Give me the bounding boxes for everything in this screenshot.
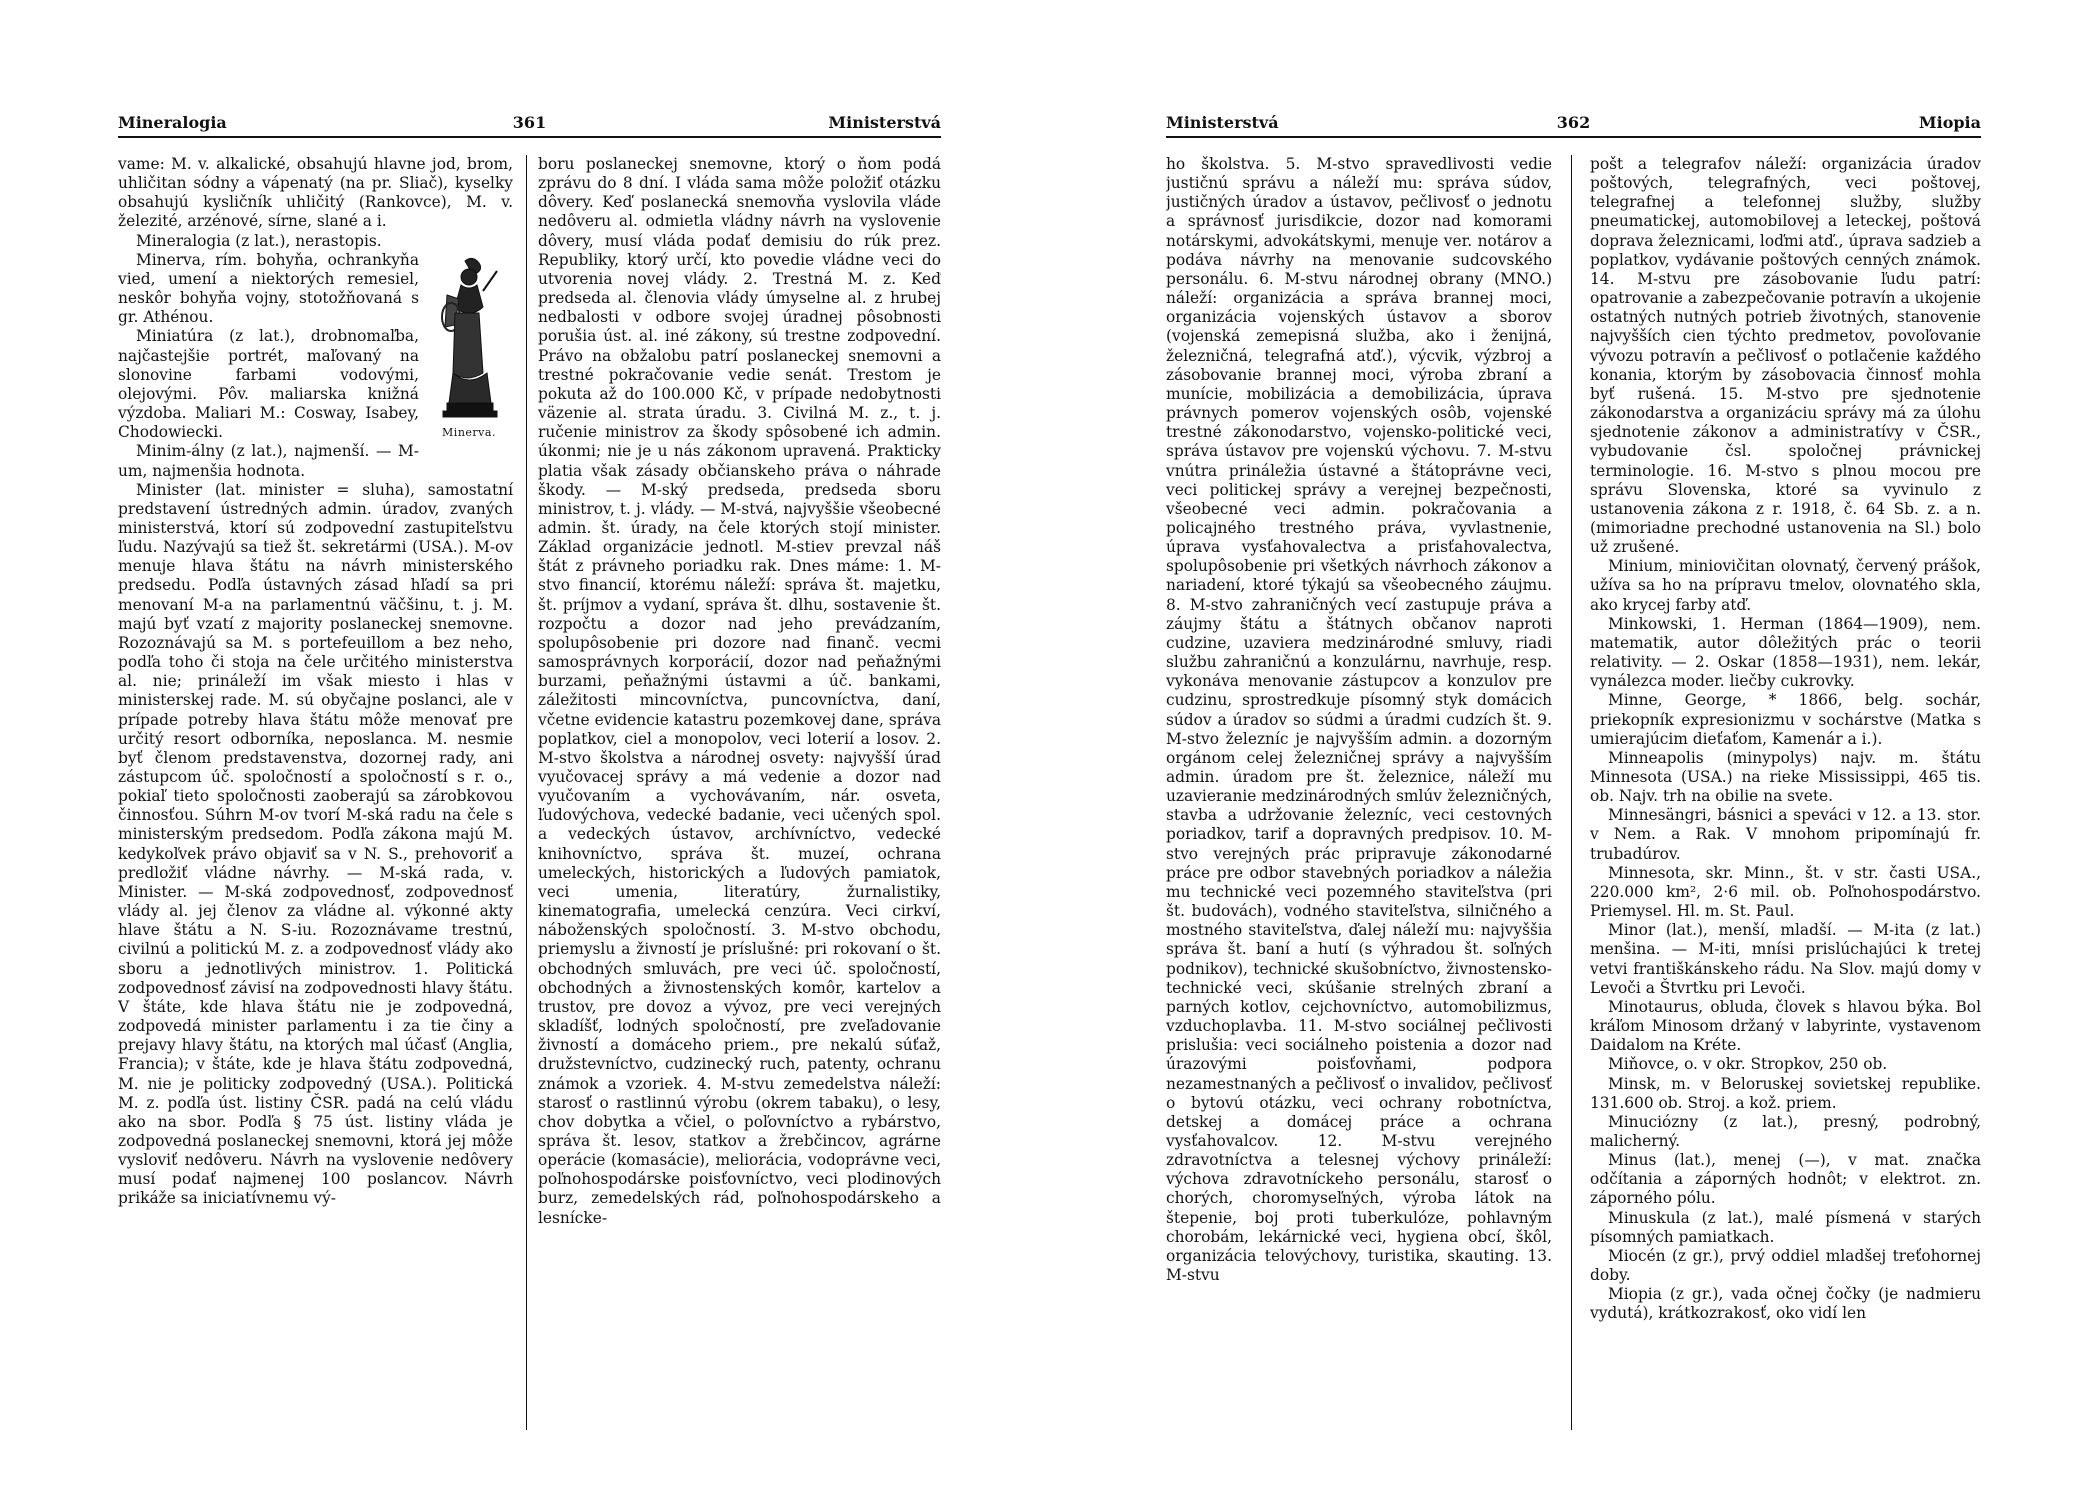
entry-paragraph: Minne, George, * 1866, belg. sochár, priekopník expresionizmu v sochárstve (Matka s umierajúcim dieťaťom, Kamenár a i.).	[1590, 691, 1981, 748]
entry-paragraph: Minuciózny (z lat.), presný, podrobný, malicherný.	[1590, 1112, 1981, 1150]
minerva-illustration	[425, 255, 513, 440]
figure-caption: Minerva.	[442, 425, 496, 439]
page-number: 362	[1556, 113, 1591, 132]
entry-paragraph: Minnesängri, básnici a speváci v 12. a 13. stor. v Nem. a Rak. V mnohom pripomínajú fr. trubadúrov.	[1590, 806, 1981, 863]
entry-paragraph: Minnesota, skr. Minn., št. v str. časti USA., 220.000 km², 2·6 mil. ob. Poľnohospodárstvo. Priemysel. Hl. m. St. Paul.	[1590, 863, 1981, 921]
entry-paragraph: Minim-álny (z lat.), najmenší. — M-um, najmenšia hodnota.	[118, 442, 419, 480]
header-left-term: Ministerstvá	[1166, 113, 1279, 132]
header-rule	[1166, 136, 1981, 138]
minerva-statue-icon	[425, 255, 513, 425]
entry-paragraph: Miopia (z gr.), vada očnej čočky (je nadmieru vydutá), krátkozrakosť, oko vidí len	[1590, 1285, 1981, 1323]
text-column-1	[1166, 155, 1552, 1435]
column-divider	[526, 155, 527, 1430]
entry-paragraph: vame: M. v. alkalické, obsahujú hlavne jod, brom, uhličitan sódny a vápenatý (na pr. Sliač), kyselky obsahujú kysličník uhličitý (Rankovce), M. v. železité, arzénové, sírne, slané a i.	[118, 155, 513, 231]
entry-paragraph: Minister (lat. minister = sluha), samostatní predstavení ústredných admin. úradov, zvaných ministerstvá, ktorí sú zodpovední zastupiteľstvu ľudu. Nazývajú sa tiež št. sekretármi (USA.). M-ov menuje hlava štátu na návrh ministerského predsedu. Podľa ústavných zásad hľadí sa pri menovaní M-a na parlamentnú väčšinu, t. j. M. majú byť vzatí z majority poslaneckej snemovne. Rozoznávajú sa M. s portefeuillom a bez neho, podľa toho či stoja na čele určitého ministerstva al. nie; prináleží im však miesto i hlas v ministerskej rade. M. sú obyčajne poslanci, ale v prípade potreby hlava štátu môže menovať pre určitý resort odborníka, neposlanca. M. nesmie byť členom predstavenstva, dozornej rady, ani zástupcom úč. spoločností a spoločností s r. o., pokiaľ tieto spoločnosti zaoberajú sa zárobkovou činnosťou. Súhrn M-ov tvorí M-ská radu na čele s ministerským predsedom. Podľa zákona majú M. kedykoľvek právo objaviť sa v N. S., prehovoriť a predložiť vládne návrhy. — M-ská rada, v. Minister. — M-ská zodpovednosť, zodpovednosť vlády al. jej členov za vládne al. výkonné akty hlave štátu a N. S-iu. Rozoznávame trestnú, civilnú a politickú M. z. a zodpovednosť vlády ako sboru a jednotlivých ministrov. 1. Politická zodpovednosť závisí na zodpovednosti hlavy štátu. V štáte, kde hlava štátu nie je zodpovedná, zodpovedá minister parlamentu i za tie činy a prejavy hlavy štátu, na ktorých mal účasť (Anglia, Francia); v štáte, kde je hlava štátu zodpovedná, M. nie je politicky zodpovedný (USA.). Politická M. z. podľa úst. listiny ČSR. padá na celú vládu ako na sbor. Podľa § 75 úst. listiny vláda je zodpovedná poslaneckej snemovni, ktorá jej môže vysloviť nedôveru. Návrh na vyslovenie nedôvery musí podať najmenej 100 poslancov. Návrh prikáže sa iniciatívnemu vý-	[118, 480, 513, 1208]
header-right-term: Miopia	[1918, 113, 1981, 132]
entry-paragraph: Minkowski, 1. Herman (1864—1909), nem. matematik, autor dôležitých prác o teorii relativity. — 2. Oskar (1858—1931), nem. lekár, vynálezca moder. liečby cukrovky.	[1590, 614, 1981, 691]
entry-paragraph: Miňovce, o. v okr. Stropkov, 250 ob.	[1608, 1055, 1888, 1074]
entry-paragraph: Miocén (z gr.), prvý oddiel mladšej treťohornej doby.	[1590, 1246, 1981, 1285]
running-header	[118, 110, 941, 136]
entry-paragraph: Mineralogia (z lat.), nerastopis.	[136, 231, 382, 250]
entry-paragraph: Minerva, rím. bohyňa, ochrankyňa vied, umení a niektorých remesiel, neskôr bohyňa vojny, stotožňovaná s gr. Athénou.	[118, 250, 419, 327]
entry-paragraph: Minuskula (z lat.), malé písmená v starých písomných pamiatkach.	[1590, 1208, 1981, 1246]
page-number: 361	[512, 113, 547, 132]
entry-paragraph: Minus (lat.), menej (—), v mat. značka odčítania a záporných hodnôt; v elektrot. zn. záporného pólu.	[1590, 1151, 1981, 1208]
entry-paragraph: pošt a telegrafov náleží: organizácia úradov poštových, telegrafných, veci poštovej, telegrafnej a telefonnej služby, služby pneumatickej, automobilovej a leteckej, poštová doprava železnicami, loďmi atď., úprava sadzieb a poplatkov, vydávanie poštových cenných známok. 14. M-stvu pre zásobovanie ľudu patrí: opatrovanie a zabezpečovanie potravín a ukojenie ostatných nutných potrieb životných, stanovenie najvyšších cien týchto predmetov, povoľovanie vývozu potravín a pečlivosť o potlačenie každého konania, ktorým by zásobovacia činnosť mohla byť rušená. 15. M-stvo pre sjednotenie zákonodarstva a organizáciu správy má za úlohu sjednotenie zákonov a administratívy v ČSR., vybudovanie čsl. spoločnej právnickej terminologie. 16. M-stvo s plnou mocou pre správu Slovenska, ktoré sa vyvinulo z ustanovenia zákona z r. 1918, č. 64 Sb. z. a n. (mimoriadne prechodné ustanovenia na Sl.) bolo už zrušené.	[1590, 155, 1981, 557]
entry-paragraph: Minor (lat.), menší, mladší. — M-ita (z lat.) menšina. — M-iti, mnísi prislúchajúci k tretej vetvi františkánskeho rádu. Na Slov. majú domy v Levoči a Štvrtku pri Levoči.	[1590, 921, 1981, 997]
header-left-term: Mineralogia	[118, 113, 227, 132]
header-right-term: Ministerstvá	[828, 113, 941, 132]
column-divider	[1571, 155, 1572, 1430]
entry-paragraph: Minotaurus, obluda, človek s hlavou býka. Bol kráľom Minosom držaný v labyrinte, vystavenom Daidalom na Kréte.	[1590, 997, 1981, 1055]
text-column-1	[118, 155, 513, 1435]
entry-paragraph: boru poslaneckej snemovne, ktorý o ňom podá zprávu do 8 dní. I vláda sama môže položiť otázku dôvery. Keď poslanecká snemovňa vyslovila vláde nedôveru al. odmietla vládny návrh na vyslovenie dôvery, musí vláda podať demisiu do rúk prez. Republiky, ktorý určí, kto povedie vládne veci do utvorenia novej vlády. 2. Trestná M. z. Keď predseda al. členovia vlády úmyselne al. z hrubej nedbalosti v odbore svojej úradnej pôsobnosti porušia úst. al. iné zákony, sú trestne zodpovední. Právo na obžalobu patrí poslaneckej snemovni a trestné pokračovanie vedie senát. Trestom je pokuta až do 100.000 Kč, v prípade nedobytnosti väzenie al. strata úradu. 3. Civilná M. z., t. j. ručenie ministrov za škody spôsobené ich admin. úkonmi; nie je u nás zákonom upravená. Prakticky platia však zásady občianskeho práva o náhrade škody. — M-ský predseda, predseda sboru ministrov, t. j. vlády. — M-stvá, najvyššie všeobecné admin. št. úrady, na čele ktorých stojí minister. Základ organizácie jednotl. M-stiev prevzal náš štát z právneho poriadku rak. Dnes máme: 1. M-stvo financií, ktorému náleží: správa št. majetku, št. príjmov a vydaní, správa št. dlhu, sostavenie št. rozpočtu a dozor nad jeho prevádzaním, spolupôsobenie pri dozore nad finanč. vecmi samosprávnych korporácií, dozor nad peňažnými burzami, peňažnými ústavmi a úč. bankami, záležitosti mincovníctva, puncovníctva, daní, včetne evidencie katastru pozemkovej dane, správa poplatkov, ciel a monopolov, veci loterií a losov. 2. M-stvo školstva a národnej osvety: najvyšší úrad vyučovacej správy a má vedenie a dozor nad vyučovaním a vychovávaním, nár. osveta, ľudovýchova, vedecké badanie, veci učených spol. a vedeckých ústavov, archívníctvo, vedecké knihovníctvo, správa št. muzeí, ochrana umeleckých, historických a ľudových pamiatok, veci umenia, literatúry, žurnalistiky, kinematografia, umelecká cenzúra. Veci cirkví, náboženských spoločností. 3. M-stvo obchodu, priemyslu a živností je príslušné: pri rokovaní o št. obchodných smluvách, pre veci úč. spoločností, obchodných a živnostenských komôr, kartelov a trustov, pre dovoz a vývoz, pre veci verejných skladíšť, lodných spoločností, pre zveľadovanie živností a domáceho priem., pre nekalú súťaž, družstevníctvo, cudzinecký ruch, patenty, ochranu známok a vzoriek. 4. M-stvu zemedelstva náleží: starosť o rastlinnú výrobu (okrem tabaku), o lesy, chov dobytka a včiel, o poľovníctvo a rybárstvo, správa št. lesov, statkov a žrebčincov, agrárne operácie (komasácie), meliorácia, vodoprávne veci, poľnohospodárske poisťovníctvo, veci plodinových burz, zemedelských rád, poľnohospodárskeho a lesnícke-	[538, 155, 941, 1227]
text-column-2	[1590, 155, 1981, 1435]
entry-paragraph: Minium, miniovičitan olovnatý, červený prášok, užíva sa ho na prípravu tmelov, olovnatého skla, ako krycej farby atď.	[1590, 557, 1981, 614]
running-header	[1166, 110, 1981, 136]
entry-paragraph: Minsk, m. v Beloruskej sovietskej republike. 131.600 ob. Stroj. a kož. priem.	[1590, 1074, 1981, 1112]
entry-paragraph: ho školstva. 5. M-stvo spravedlivosti vedie justičnú správu a náleží mu: správa súdov, justičných úradov a ústavov, pečlivosť o jednotu a správnosť jurisdikcie, dozor nad komorami notárskymi, advokátskymi, menuje ver. notárov a podáva návrhy na menovanie sudcovského personálu. 6. M-stvu národnej obrany (MNO.) náleží: organizácia a správa brannej moci, organizácia vojenských ústavov a sborov (vojenská zemepisná služba, ako i ženijná, železničná, telegrafná atď.), výcvik, výzbroj a zásobovanie brannej moci, výroba zbraní a munície, mobilizácia a demobilizácia, úprava právnych pomerov vojenských osôb, vojenské trestné zákonodarstvo, vojensko-politické veci, správa ústavov pre vojenskú výchovu. 7. M-stvu vnútra prináležia ústavné a štátoprávne veci, veci politickej správy a verejnej bezpečnosti, všeobecné veci admin. pokračovania a policajného trestného práva, vyvlastnenie, úprava vysťahovalectva a prisťahovalectva, spolupôsobenie pri všetkých návrhoch zákonov a nariadení, ktoré týkajú sa všeobecného záujmu. 8. M-stvo zahraničných vecí zastupuje práva a záujmy štátu a štátnych občanov naproti cudzine, uzaviera medzinárodné smluvy, riadi službu zahraničnú a konzulárnu, navrhuje, resp. vykonáva menovanie zástupcov a konzulov pre cudzinu, sprostredkuje písomný styk domácich súdov a úradov so súdmi a úradmi cudzích št. 9. M-stvo železníc je najvyšším admin. a dozorným orgánom celej železničnej správy a najvyšším admin. úradom pre št. železnice, náleží mu uzavieranie medzinárodných smlúv železničných, stavba a udržovanie železníc, veci cestovných poriadkov, tarif a dopravných predpisov. 10. M-stvo verejných prác pripravuje zákonodarné práce pre odbor stavebných poriadkov a náležia mu technické veci pozemného staviteľstva (pri št. budovách), vodného staviteľstva, silničného a mostného staviteľstva, ďalej náleží mu: najvyššia správa št. baní a hutí (s výhradou št. soľných podnikov), technické skušobníctvo, živnostensko-technické veci, skúšanie strelných zbraní a parných kotlov, cejchovníctvo, automobilizmus, vzduchoplavba. 11. M-stvo sociálnej pečlivosti prislušia: veci sociálneho poistenia a dozor nad úrazovými poisťovňami, podpora nezamestnaných a pečlivosť o invalidov, pečlivosť o bytovú otázku, veci ochrany robotníctva, detskej a domácej práce a ochrana vysťahovalcov. 12. M-stvu verejného zdravotníctva a telesnej výchovy prináleží: výchova zdravotníckeho personálu, starosť o chorých, choromyseľných, výroba látok na štepenie, boj proti tuberkulóze, pohlavným chorobám, lekárnické veci, hygiena obcí, škôl, organizácia telovýchovy, turistika, skauting. 13. M-stvu	[1166, 155, 1552, 1285]
right-page	[1049, 0, 2098, 1500]
entry-paragraph: Minneapolis (minypolys) najv. m. štátu Minnesota (USA.) na rieke Mississippi, 465 tis. ob. Najv. trh na obilie na svete.	[1590, 748, 1981, 806]
entry-paragraph: Miniatúra (z lat.), drobnomaľba, najčastejšie portrét, maľovaný na slonovine farbami vodovými, olejovými. Pôv. maliarska knižná výzdoba. Maliari M.: Cosway, Isabey, Chodowiecki.	[118, 327, 419, 442]
text-column-2	[538, 155, 941, 1435]
header-rule	[118, 136, 941, 138]
